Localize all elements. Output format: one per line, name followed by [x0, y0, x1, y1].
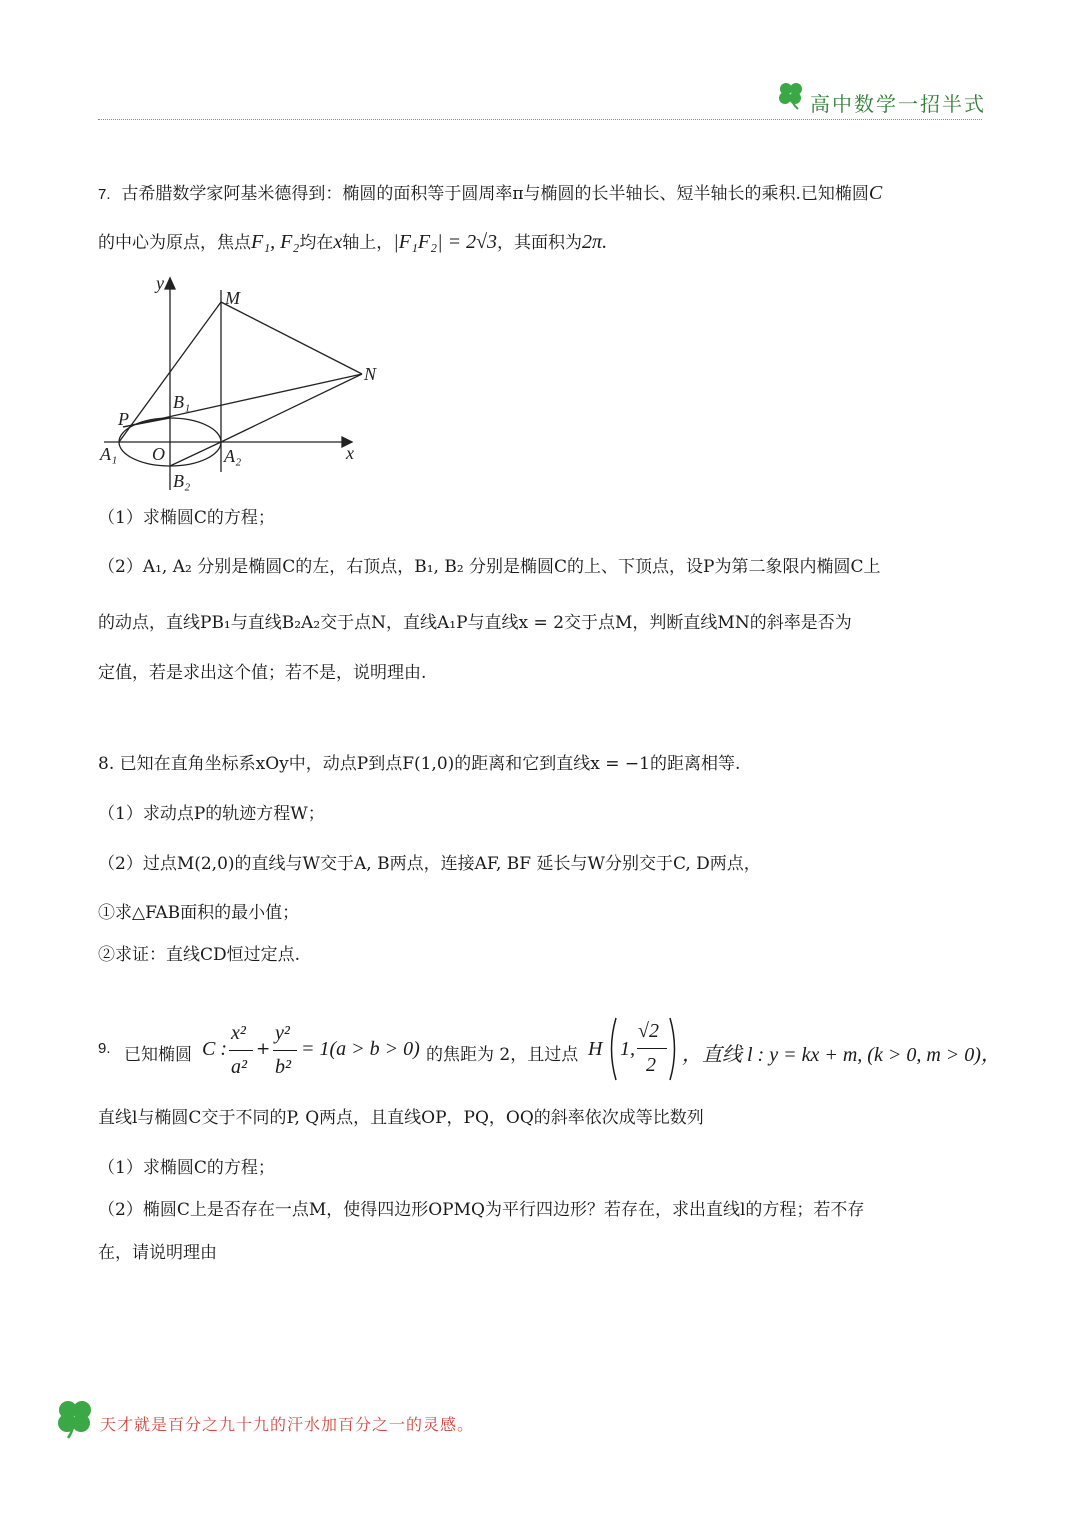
q8-sub1: ①求△FAB面积的最小值；: [98, 903, 300, 923]
q7-part1: （1）求椭圆C的方程；: [98, 508, 275, 528]
y-axis-arrow: [165, 278, 175, 289]
q7-part2-line2: 的动点，直线PB₁与直线B₂A₂交于点N，直线A₁P与直线x = 2交于点M，判断直线MN的斜率是否为: [98, 613, 852, 633]
left-paren: [606, 1016, 618, 1082]
label-A2: A₂: [224, 446, 242, 466]
q8-part1: （1）求动点P的轨迹方程W；: [98, 804, 325, 824]
label-A1: A₁: [100, 444, 118, 464]
label-O: O: [152, 444, 165, 464]
brand-title: 高中数学一招半式: [810, 92, 986, 116]
q8-part2: （2）过点M(2,0)的直线与W交于A, B两点，连接AF, BF 延长与W分别交于C, D两点，: [98, 854, 761, 874]
label-y: y: [156, 273, 164, 293]
q7-line2: 的中心为原点，焦点F₁, F₂均在x轴上，|F₁F₂| = 2√3，其面积为2π.: [98, 231, 608, 253]
label-B1: B₁: [173, 392, 191, 412]
q9-part2-line1: （2）椭圆C上是否存在一点M，使得四边形OPMQ为平行四边形？若存在，求出直线l的方程；若不存: [98, 1200, 865, 1220]
line-M-N: [221, 302, 362, 374]
q9-part2-line2: 在，请说明理由: [98, 1243, 217, 1263]
q7-part2-line1: （2）A₁, A₂ 分别是椭圆C的左，右顶点，B₁, B₂ 分别是椭圆C的上、下顶点，设P为第二象限内椭圆C上: [98, 557, 881, 577]
q7-line1: 7. 古希腊数学家阿基米德得到：椭圆的面积等于圆周率π与椭圆的长半轴长、短半轴长的乘积.已知椭圆C: [98, 182, 883, 204]
q9-line1: 9. 已知椭圆 C : x² a² + y² b² = 1(a > b > 0) 的焦距为 2，且过点 H 1, √2 2 ，直线 l : y = kx + m, (k > 0, m > 0)，: [98, 1014, 982, 1086]
line-P-B1: [123, 418, 170, 427]
label-B2: B₂: [173, 471, 191, 491]
q9-line2: 直线l与椭圆C交于不同的P, Q两点，且直线OP，PQ，OQ的斜率依次成等比数列: [98, 1108, 704, 1128]
q7-part2-line3: 定值，若是求出这个值；若不是，说明理由.: [98, 663, 427, 683]
header-divider: [98, 119, 982, 120]
q9-part1: （1）求椭圆C的方程；: [98, 1158, 275, 1178]
right-paren: [668, 1016, 680, 1082]
footer-quote: 天才就是百分之九十九的汗水加百分之一的灵感。: [100, 1415, 475, 1434]
label-x: x: [346, 443, 354, 463]
line-P-N: [123, 374, 362, 427]
q8-sub2: ②求证：直线CD恒过定点.: [98, 945, 301, 965]
clover-icon: [776, 80, 806, 110]
clover-icon: [54, 1398, 98, 1440]
line-A2-N: [221, 374, 362, 442]
label-P: P: [118, 409, 129, 429]
label-N: N: [364, 364, 377, 384]
q8-line1: 8. 已知在直角坐标系xOy中，动点P到点F(1,0)的距离和它到直线x = −1的距离相等.: [98, 754, 741, 774]
q7-figure: [96, 272, 396, 497]
label-M: M: [225, 288, 240, 308]
